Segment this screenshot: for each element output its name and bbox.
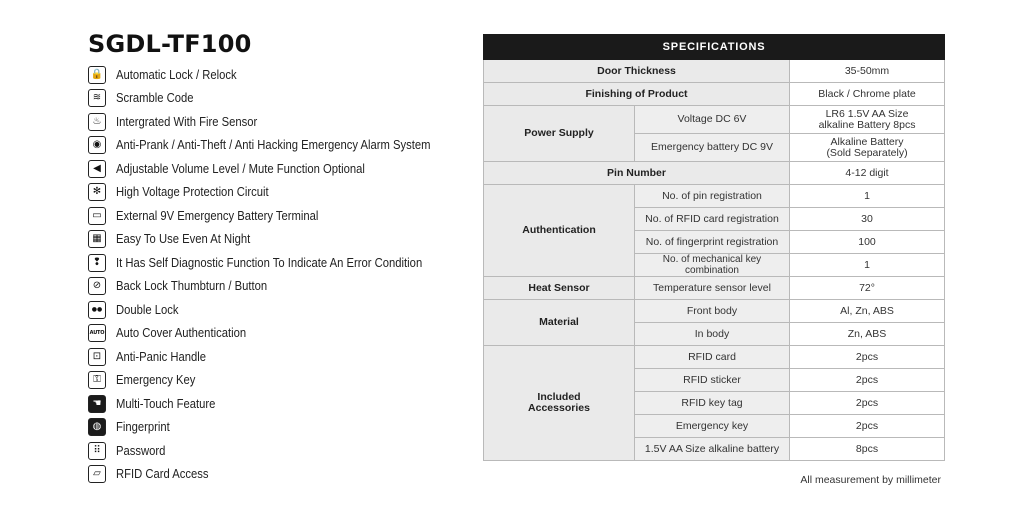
accessory-row-value: 2pcs [790,392,945,415]
emergency-battery-value [790,134,945,162]
feature-item [88,298,468,322]
feature-item [88,87,468,111]
finishing-value: Black / Chrome plate [790,83,945,106]
auth-row-value: 1 [790,185,945,208]
double-lock-icon: ●● [88,301,106,319]
feature-label: External 9V Emergency Battery Terminal [116,208,319,223]
emergency-battery-label: Emergency battery DC 9V [635,134,790,162]
auth-row-label: No. of pin registration [635,185,790,208]
feature-item [88,392,468,416]
feature-label: Easy To Use Even At Night [116,232,251,247]
feature-label: It Has Self Diagnostic Function To Indicate An Error Condition [116,255,423,270]
multi-touch-icon: ☚ [88,395,106,413]
material-label: Material [484,300,635,346]
product-title: SGDL-TF100 [88,30,252,58]
lock-auto-icon: 🔒 [88,66,106,84]
authentication-label: Authentication [484,185,635,277]
feature-item [88,63,468,87]
accessory-row-value: 2pcs [790,415,945,438]
feature-item [88,251,468,275]
measurement-footnote: All measurement by millimeter [800,474,941,486]
material-row-label: Front body [635,300,790,323]
volume-icon: ◀ [88,160,106,178]
auto-cover-icon: AUTO [88,324,106,342]
table-row [484,277,945,300]
table-row [484,106,945,134]
emergency-value-line-2: (Sold Separately) [826,146,908,159]
auth-row-value: 1 [790,254,945,277]
table-row [484,60,945,83]
table-row [484,346,945,369]
power-supply-label: Power Supply [484,106,635,162]
table-row [484,185,945,208]
voltage-value-line-2: alkaline Battery 8pcs [818,118,916,131]
feature-item [88,157,468,181]
feature-label: Adjustable Volume Level / Mute Function Optional [116,161,365,176]
table-row [484,162,945,185]
feature-item [88,416,468,440]
auth-row-label: No. of mechanical key combination [635,254,790,277]
battery-terminal-icon: ▭ [88,207,106,225]
accessory-row-value: 2pcs [790,346,945,369]
feature-label: RFID Card Access [116,467,209,482]
accessories-label-line-1: Included [537,391,581,403]
feature-label: Fingerprint [116,420,170,435]
specifications-table [483,34,945,461]
accessory-row-label: Emergency key [635,415,790,438]
accessory-row-value: 2pcs [790,369,945,392]
feature-item [88,228,468,252]
accessory-row-value: 8pcs [790,438,945,461]
voltage-value [790,106,945,134]
voltage-label: Voltage DC 6V [635,106,790,134]
feature-label: Anti-Prank / Anti-Theft / Anti Hacking Emergency Alarm System [116,138,431,153]
accessory-row-label: RFID sticker [635,369,790,392]
feature-label: Intergrated With Fire Sensor [116,114,258,129]
password-icon: ⠿ [88,442,106,460]
feature-item [88,322,468,346]
feature-item [88,369,468,393]
anti-panic-handle-icon: ⊡ [88,348,106,366]
diagnostic-icon: ❢ [88,254,106,272]
keypad-icon: ▦ [88,230,106,248]
feature-label: Scramble Code [116,91,194,106]
feature-item [88,134,468,158]
auth-row-value: 100 [790,231,945,254]
fingerprint-icon: ◍ [88,418,106,436]
specifications-header: SPECIFICATIONS [484,35,945,60]
scramble-code-icon: ≋ [88,89,106,107]
feature-item [88,439,468,463]
heat-sensor-value: 72° [790,277,945,300]
material-row-value: Al, Zn, ABS [790,300,945,323]
fire-sensor-icon: ♨ [88,113,106,131]
auth-row-label: No. of fingerprint registration [635,231,790,254]
accessories-label [484,346,635,461]
high-voltage-icon: ✻ [88,183,106,201]
feature-label: Double Lock [116,302,179,317]
feature-label: High Voltage Protection Circuit [116,185,269,200]
emergency-value-line-1: Alkaline Battery [830,135,904,148]
feature-item [88,345,468,369]
feature-label: Automatic Lock / Relock [116,67,237,82]
auth-row-label: No. of RFID card registration [635,208,790,231]
feature-label: Emergency Key [116,373,196,388]
feature-label: Anti-Panic Handle [116,349,207,364]
emergency-key-icon: ⚿ [88,371,106,389]
accessory-row-label: RFID card [635,346,790,369]
feature-item [88,204,468,228]
feature-label: Auto Cover Authentication [116,326,247,341]
pin-number-value: 4-12 digit [790,162,945,185]
thumbturn-icon: ⊘ [88,277,106,295]
accessories-label-line-2: Accessories [528,402,590,414]
heat-sensor-sub-label: Temperature sensor level [635,277,790,300]
accessory-row-label: 1.5V AA Size alkaline battery [635,438,790,461]
table-row [484,300,945,323]
feature-item [88,110,468,134]
feature-list [88,63,468,486]
voltage-value-line-1: LR6 1.5V AA Size [825,107,909,120]
alarm-icon: ◉ [88,136,106,154]
accessory-row-label: RFID key tag [635,392,790,415]
auth-row-value: 30 [790,208,945,231]
feature-label: Password [116,443,166,458]
rfid-card-icon: ▱ [88,465,106,483]
material-row-value: Zn, ABS [790,323,945,346]
feature-label: Back Lock Thumbturn / Button [116,279,268,294]
feature-item [88,275,468,299]
feature-item [88,181,468,205]
table-row [484,83,945,106]
pin-number-label: Pin Number [484,162,790,185]
material-row-label: In body [635,323,790,346]
door-thickness-label: Door Thickness [484,60,790,83]
finishing-label: Finishing of Product [484,83,790,106]
heat-sensor-label: Heat Sensor [484,277,635,300]
feature-item [88,463,468,487]
door-thickness-value: 35-50mm [790,60,945,83]
feature-label: Multi-Touch Feature [116,396,216,411]
